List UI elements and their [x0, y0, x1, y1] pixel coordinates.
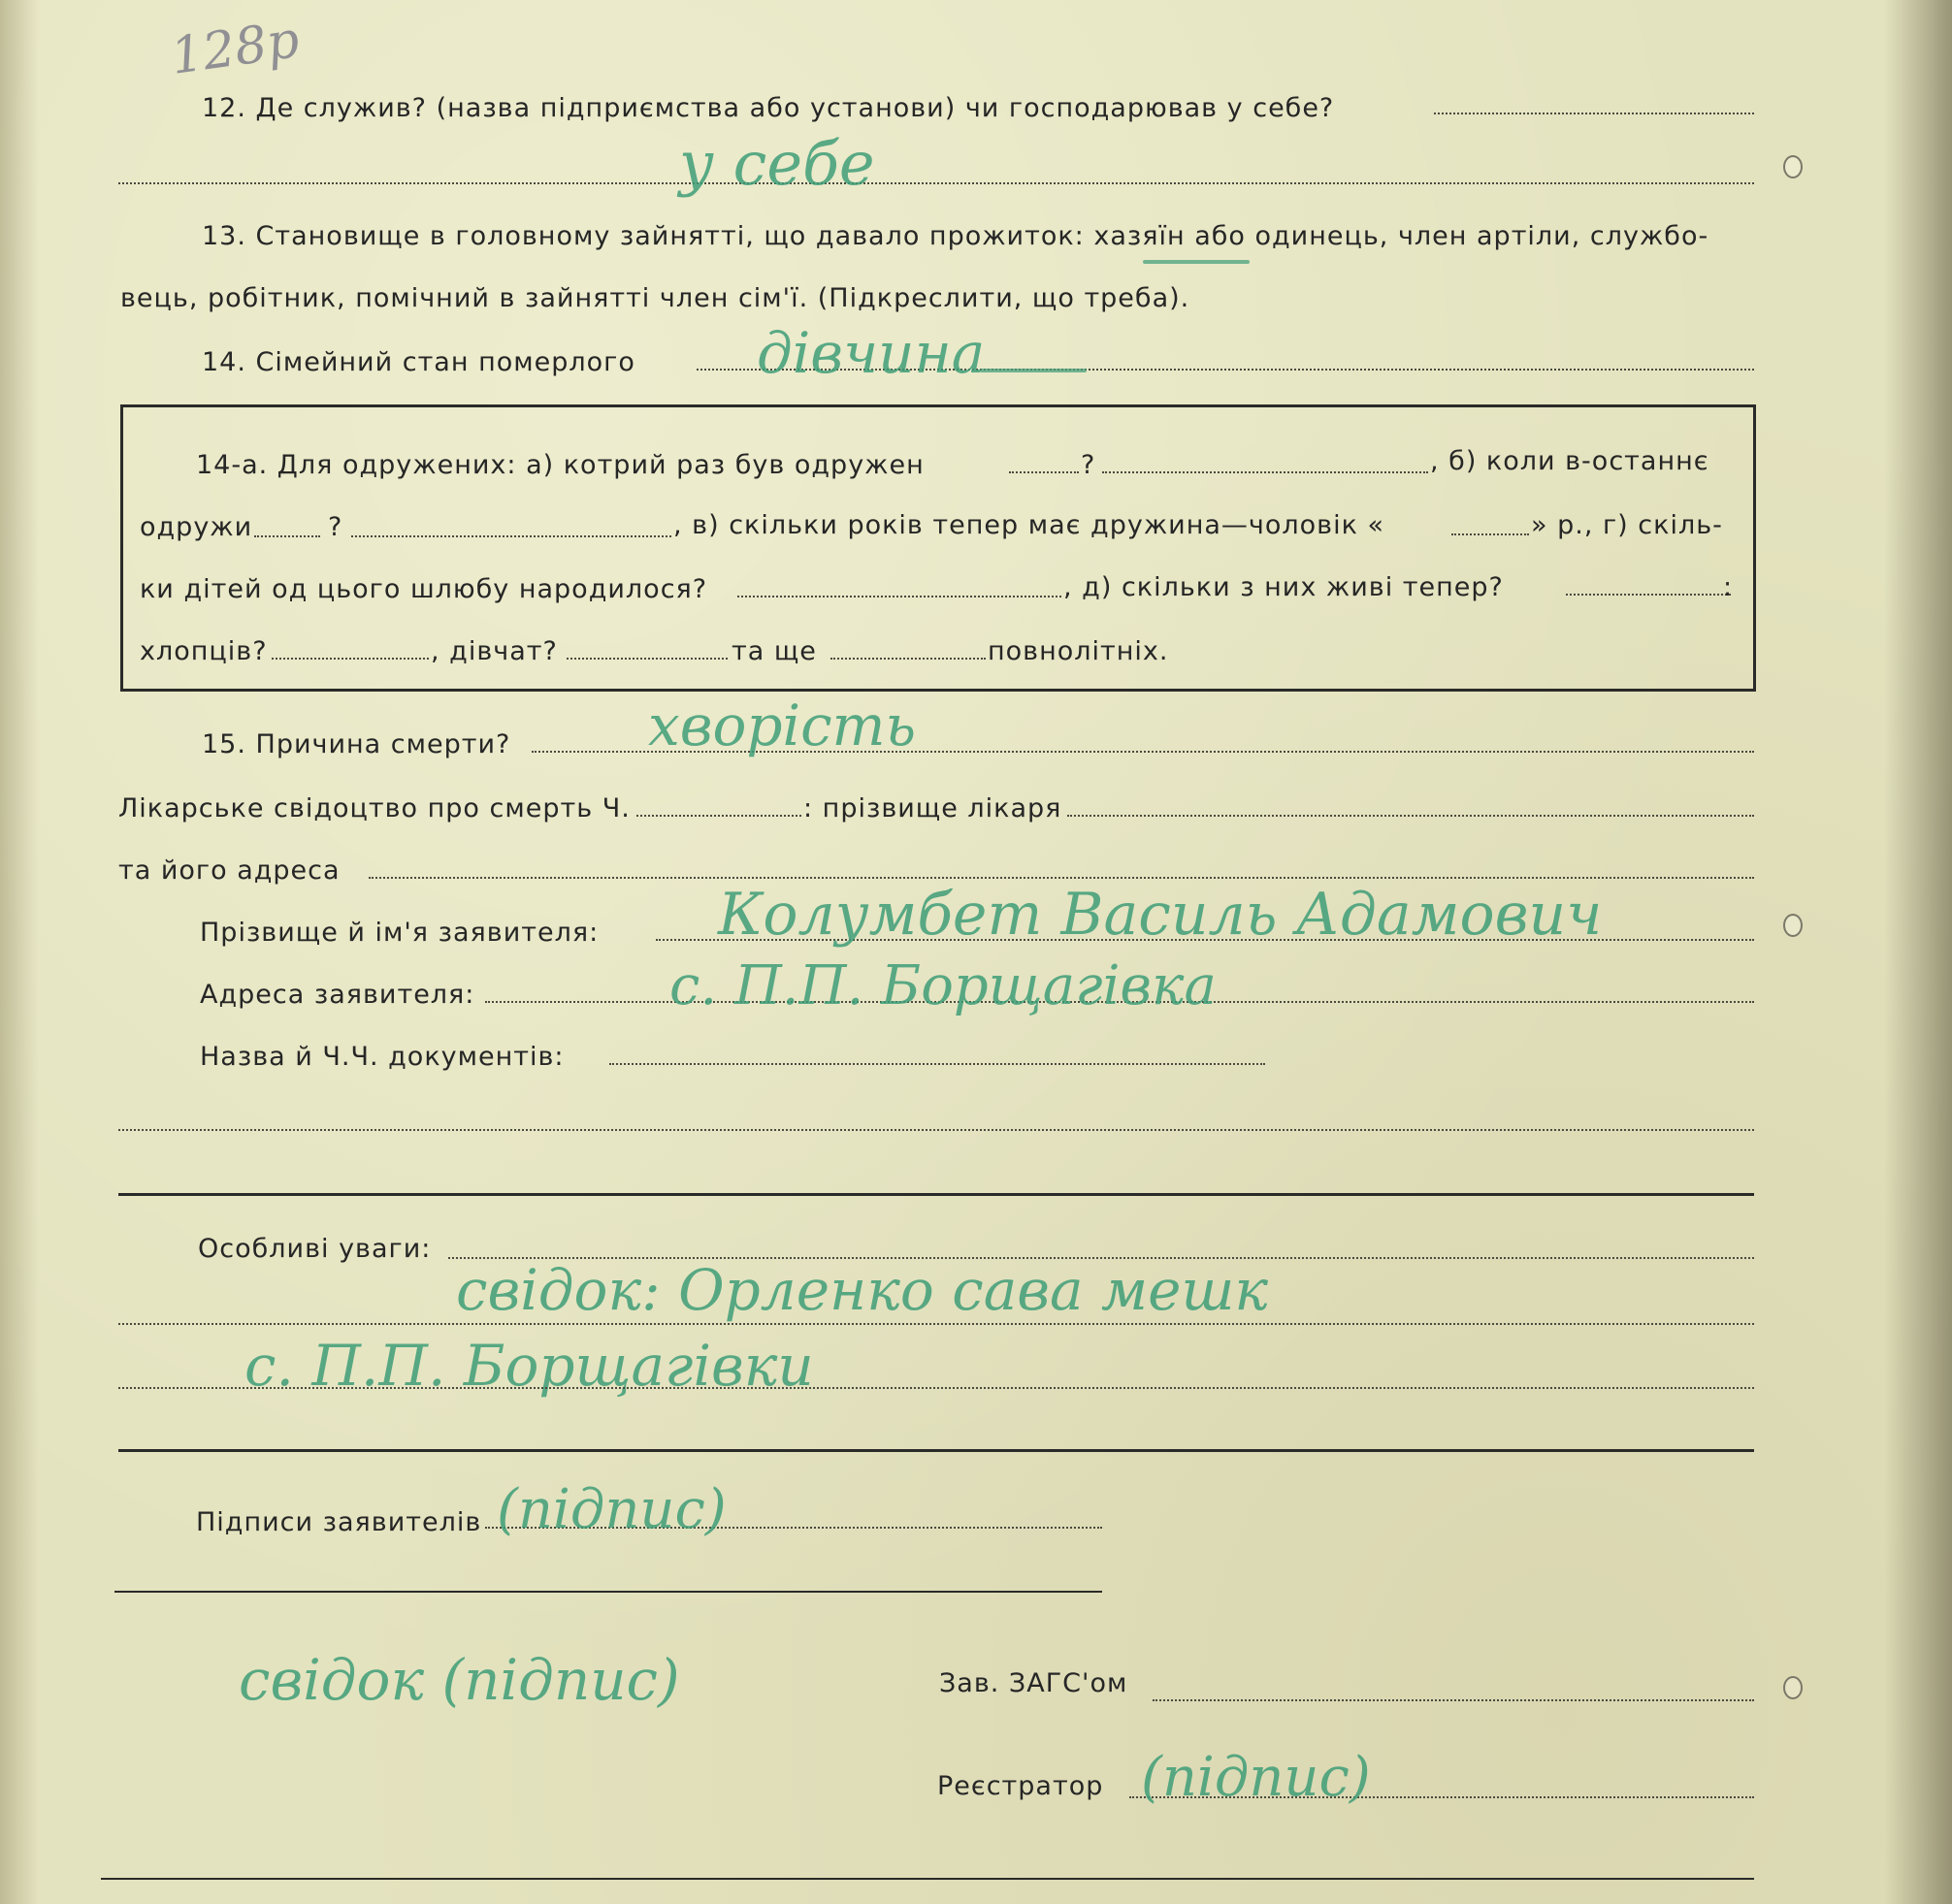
q14a-dotted-line [351, 535, 671, 537]
q14a-dotted-line [1451, 533, 1529, 535]
doctor-name-label: : прізвище лікаря [803, 793, 1062, 823]
q13-line1: 13. Становище в головному зайнятті, що давало прожиток: хазяїн або одинець, член артіли, службо- [202, 221, 1709, 251]
q14-label: 14. Сімейний стан померлого [202, 347, 635, 377]
notes-label: Особливі уваги: [198, 1234, 432, 1264]
registrar-signature: (підпис) [1141, 1746, 1371, 1809]
punch-hole-icon [1783, 155, 1803, 178]
applicant-address-label: Адреса заявителя: [200, 980, 475, 1010]
q14a-dotted-line [1566, 594, 1731, 596]
q14a-line3: ки дітей од цього шлюбу народилося? [140, 574, 708, 604]
documents-dotted-line-2 [118, 1129, 1754, 1131]
q14a-line4-d: повнолітніх. [988, 636, 1169, 666]
q14a-line2: одружи [140, 512, 253, 542]
q14a-line1-b: , б) коли в-останнє [1430, 446, 1709, 476]
punch-hole-icon [1783, 1676, 1803, 1699]
q14-answer: дівчина [757, 320, 986, 386]
q14a-dotted-line [1009, 471, 1079, 473]
punch-hole-icon [1783, 914, 1803, 937]
notes-line1: свідок: Орленко сава мешк [456, 1257, 1269, 1323]
q14a-dotted-line [567, 658, 728, 660]
q12-answer: у себе [679, 128, 875, 199]
q12-dotted-line [1434, 113, 1754, 114]
q15-answer: хворість [648, 693, 917, 758]
q13-line2: вець, робітник, помічний в зайнятті член сім'ї. (Підкреслити, що треба). [120, 283, 1190, 313]
notes-dotted-line-3 [118, 1387, 1754, 1389]
signature-line [114, 1591, 1102, 1593]
section-divider [118, 1449, 1754, 1452]
q14a-dotted-line [272, 658, 429, 660]
q14a-line4-b: , дівчат? [431, 636, 558, 666]
doctor-address-dotted-line [369, 877, 1754, 879]
zags-head-dotted-line [1153, 1699, 1754, 1701]
q14a-dotted-line [1102, 471, 1428, 473]
q12-label: 12. Де служив? (назва підприємства або установи) чи господарював у себе? [202, 93, 1335, 123]
q13-underline-mark [1143, 260, 1250, 264]
q14a-line2-b: , в) скільки років тепер має дружина—чоловік « [673, 510, 1384, 540]
applicant-name-label: Прізвище й ім'я заявителя: [200, 918, 600, 948]
medical-dotted-line [636, 815, 801, 817]
zags-head-label: Зав. ЗАГС'ом [939, 1668, 1128, 1698]
notes-line2: с. П.П. Борщагівки [244, 1333, 814, 1399]
bottom-rule [101, 1878, 1754, 1880]
q14a-line3-b: , д) скільки з них живі тепер? [1063, 572, 1504, 602]
q14a-dotted-line [254, 535, 320, 537]
witness-signature: свідок (підпис) [239, 1647, 680, 1713]
applicant-signature: (підпис) [497, 1478, 727, 1541]
medical-certificate-label: Лікарське свідоцтво про смерть Ч. [118, 793, 631, 823]
q12-dotted-line-2 [118, 182, 1754, 184]
q14a-line3-c: : [1723, 572, 1734, 602]
archive-number: 128р [167, 11, 304, 86]
q14-answer-flourish [980, 369, 1087, 372]
q14a-line4: хлопців? [140, 636, 268, 666]
documents-dotted-line [609, 1063, 1265, 1065]
q14a-line2-q: ? [328, 512, 343, 542]
registrar-label: Реєстратор [937, 1771, 1104, 1801]
doctor-address-label: та його адреса [118, 855, 341, 886]
page-left-edge [0, 0, 39, 1904]
page-right-edge [1884, 0, 1952, 1904]
applicant-name: Колумбет Василь Адамович [718, 881, 1603, 949]
q15-label: 15. Причина смерти? [202, 729, 511, 759]
q14a-line1-q: ? [1081, 450, 1096, 480]
applicant-signatures-label: Підписи заявителів [196, 1507, 482, 1537]
doctor-dotted-line [1067, 815, 1754, 817]
documents-label: Назва й Ч.Ч. документів: [200, 1042, 565, 1072]
q14a-line4-c: та ще [732, 636, 817, 666]
notes-dotted-line-2 [118, 1323, 1754, 1325]
q14a-line1: 14-а. Для одружених: а) котрий раз був одружен [196, 450, 925, 480]
q14a-dotted-line [737, 596, 1061, 597]
q14a-line2-c: » р., г) скіль- [1531, 510, 1723, 540]
applicant-address: с. П.П. Борщагівка [669, 954, 1217, 1017]
section-divider [118, 1193, 1754, 1196]
q14a-dotted-line [830, 658, 986, 660]
